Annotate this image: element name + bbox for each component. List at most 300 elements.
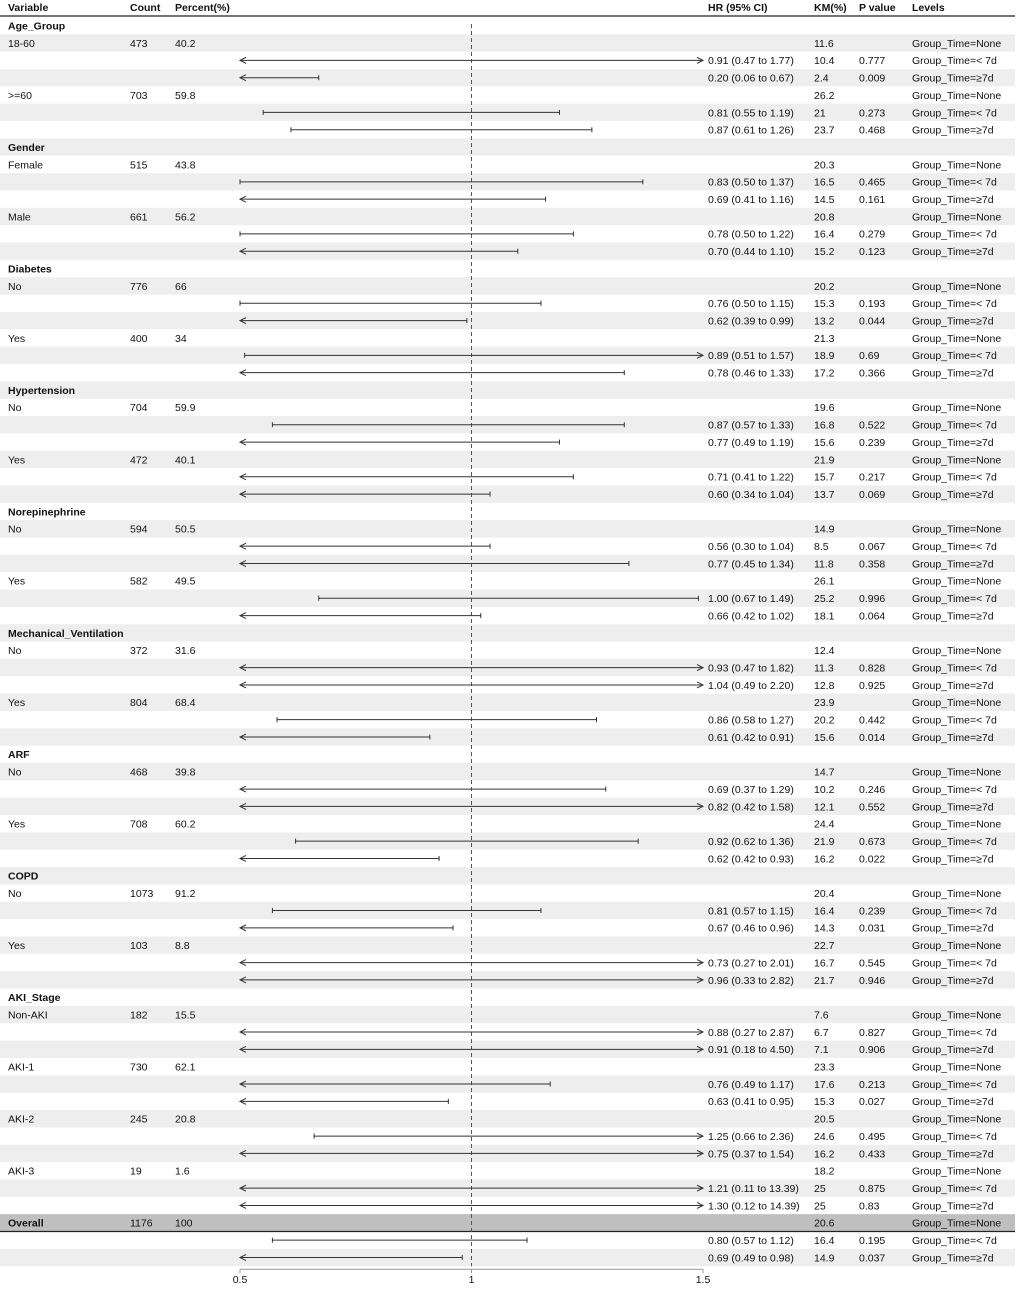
pvalue-cell: 0.067 bbox=[859, 541, 886, 553]
km-cell: 16.5 bbox=[814, 176, 835, 189]
subgroup-label: Non-AKI bbox=[8, 1009, 48, 1022]
row-stripe bbox=[0, 34, 1015, 51]
km-cell: 23.7 bbox=[814, 124, 835, 137]
table-row bbox=[8, 21, 65, 33]
km-cell: 10.2 bbox=[814, 783, 835, 796]
level-cell: Group_Time=≥7d bbox=[912, 922, 994, 935]
km-cell: 12.1 bbox=[814, 801, 835, 814]
table-row bbox=[708, 55, 997, 67]
table-row bbox=[708, 784, 997, 796]
km-cell: 16.7 bbox=[814, 957, 835, 970]
hr-ci-cell: 0.96 (0.33 to 2.82) bbox=[708, 974, 794, 987]
count-cell: 804 bbox=[130, 697, 148, 710]
hr-ci-cell: 0.69 (0.41 to 1.16) bbox=[708, 194, 794, 206]
subgroup-label: Yes bbox=[8, 818, 26, 831]
percent-cell: 20.8 bbox=[175, 1113, 196, 1126]
km-cell: 15.3 bbox=[814, 1096, 835, 1109]
variable-label: Hypertension bbox=[8, 384, 76, 397]
km-cell: 12.4 bbox=[814, 645, 835, 658]
table-row bbox=[708, 1131, 997, 1143]
hr-ci-cell: 0.93 (0.47 to 1.82) bbox=[708, 662, 794, 675]
level-cell: Group_Time=< 7d bbox=[912, 176, 997, 189]
count-cell: 468 bbox=[130, 766, 148, 779]
km-cell: 23.3 bbox=[814, 1061, 835, 1074]
level-cell: Group_Time=< 7d bbox=[912, 662, 997, 675]
km-cell: 23.9 bbox=[814, 697, 835, 710]
percent-cell: 15.5 bbox=[175, 1009, 196, 1022]
hr-ci-cell: 0.62 (0.39 to 0.99) bbox=[708, 315, 794, 328]
level-cell: Group_Time=< 7d bbox=[912, 298, 997, 311]
level-cell: Group_Time=None bbox=[912, 402, 1002, 415]
level-cell: Group_Time=None bbox=[912, 1061, 1002, 1074]
hr-ci-cell: 0.91 (0.47 to 1.77) bbox=[708, 55, 794, 68]
subgroup-label: AKI-1 bbox=[8, 1061, 35, 1074]
subgroup-label: 18-60 bbox=[8, 37, 35, 50]
pvalue-cell: 0.239 bbox=[859, 436, 886, 449]
level-cell: Group_Time=None bbox=[912, 37, 1002, 50]
level-cell: Group_Time=≥7d bbox=[912, 124, 994, 137]
level-cell: Group_Time=None bbox=[912, 645, 1002, 658]
subgroup-label: No bbox=[8, 645, 22, 658]
km-cell: 20.6 bbox=[814, 1217, 835, 1230]
pvalue-cell: 0.925 bbox=[859, 679, 886, 692]
hr-ci-cell: 0.78 (0.50 to 1.22) bbox=[708, 228, 794, 241]
level-cell: Group_Time=None bbox=[912, 818, 1002, 831]
hr-ci-cell: 1.04 (0.49 to 2.20) bbox=[708, 679, 794, 692]
km-cell: 26.2 bbox=[814, 89, 835, 102]
km-cell: 18.2 bbox=[814, 1165, 835, 1178]
subgroup-label: AKI-3 bbox=[8, 1165, 35, 1178]
level-cell: Group_Time=≥7d bbox=[912, 1096, 994, 1109]
header-hr: HR (95% CI) bbox=[708, 2, 768, 14]
km-cell: 16.4 bbox=[814, 905, 835, 918]
level-cell: Group_Time=< 7d bbox=[912, 541, 997, 553]
pvalue-cell: 0.027 bbox=[859, 1096, 886, 1109]
hr-ci-cell: 0.69 (0.49 to 0.98) bbox=[708, 1252, 794, 1265]
km-cell: 13.2 bbox=[814, 315, 835, 328]
hr-ci-cell: 0.56 (0.30 to 1.04) bbox=[708, 541, 794, 553]
km-cell: 20.3 bbox=[814, 159, 835, 172]
km-cell: 24.4 bbox=[814, 818, 835, 831]
level-cell: Group_Time=≥7d bbox=[912, 974, 994, 987]
pvalue-cell: 0.552 bbox=[859, 801, 886, 814]
pvalue-cell: 0.996 bbox=[859, 593, 886, 606]
level-cell: Group_Time=None bbox=[912, 888, 1002, 900]
count-cell: 730 bbox=[130, 1061, 148, 1074]
level-cell: Group_Time=< 7d bbox=[912, 228, 997, 241]
level-cell: Group_Time=None bbox=[912, 280, 1002, 293]
pvalue-cell: 0.193 bbox=[859, 298, 886, 311]
percent-cell: 59.8 bbox=[175, 89, 196, 102]
percent-cell: 31.6 bbox=[175, 645, 196, 658]
pvalue-cell: 0.161 bbox=[859, 194, 886, 206]
hr-ci-cell: 0.77 (0.45 to 1.34) bbox=[708, 558, 794, 571]
count-cell: 103 bbox=[130, 940, 148, 953]
subgroup-label: No bbox=[8, 523, 22, 536]
x-axis bbox=[233, 1269, 711, 1286]
table-row bbox=[8, 263, 52, 275]
percent-cell: 8.8 bbox=[175, 940, 190, 953]
count-cell: 1073 bbox=[130, 888, 154, 900]
hr-ci-cell: 0.77 (0.49 to 1.19) bbox=[708, 436, 794, 449]
table-row bbox=[8, 333, 1001, 345]
count-cell: 372 bbox=[130, 645, 148, 658]
km-cell: 18.9 bbox=[814, 350, 835, 363]
hr-ci-cell: 0.76 (0.49 to 1.17) bbox=[708, 1078, 794, 1091]
row-stripe bbox=[0, 138, 1015, 155]
km-cell: 14.3 bbox=[814, 922, 835, 935]
variable-label: Age_Group bbox=[8, 20, 66, 33]
hr-ci-cell: 1.00 (0.67 to 1.49) bbox=[708, 593, 794, 606]
km-cell: 20.8 bbox=[814, 211, 835, 224]
pvalue-cell: 0.495 bbox=[859, 1130, 886, 1143]
hr-ci-cell: 0.69 (0.37 to 1.29) bbox=[708, 783, 794, 796]
hr-ci-cell: 0.75 (0.37 to 1.54) bbox=[708, 1148, 794, 1161]
table-row bbox=[8, 749, 30, 761]
hr-ci-cell: 0.87 (0.57 to 1.33) bbox=[708, 419, 794, 432]
pvalue-cell: 0.468 bbox=[859, 124, 886, 137]
pvalue-cell: 0.031 bbox=[859, 922, 886, 935]
hr-ci-cell: 0.62 (0.42 to 0.93) bbox=[708, 853, 794, 866]
km-cell: 21.3 bbox=[814, 332, 835, 345]
km-cell: 15.6 bbox=[814, 731, 835, 744]
km-cell: 14.5 bbox=[814, 194, 835, 206]
hr-ci-cell: 0.71 (0.41 to 1.22) bbox=[708, 471, 794, 484]
pvalue-cell: 0.044 bbox=[859, 315, 886, 328]
level-cell: Group_Time=None bbox=[912, 332, 1002, 345]
hr-ci-cell: 0.82 (0.42 to 1.58) bbox=[708, 801, 794, 814]
pvalue-cell: 0.037 bbox=[859, 1252, 886, 1265]
level-cell: Group_Time=< 7d bbox=[912, 835, 997, 848]
count-cell: 704 bbox=[130, 402, 148, 415]
subgroup-label: Yes bbox=[8, 332, 26, 345]
count-cell: 1176 bbox=[130, 1217, 153, 1230]
pvalue-cell: 0.828 bbox=[859, 662, 886, 675]
table-row bbox=[708, 957, 997, 969]
count-cell: 515 bbox=[130, 159, 148, 172]
pvalue-cell: 0.433 bbox=[859, 1148, 886, 1161]
km-cell: 15.6 bbox=[814, 436, 835, 449]
table-row bbox=[708, 194, 994, 206]
pvalue-cell: 0.875 bbox=[859, 1182, 886, 1195]
pvalue-cell: 0.777 bbox=[859, 55, 886, 68]
level-cell: Group_Time=None bbox=[912, 1113, 1002, 1126]
pvalue-cell: 0.946 bbox=[859, 974, 886, 987]
level-cell: Group_Time=≥7d bbox=[912, 610, 994, 623]
table-row bbox=[8, 576, 1001, 588]
level-cell: Group_Time=< 7d bbox=[912, 783, 997, 796]
pvalue-cell: 0.442 bbox=[859, 714, 886, 727]
row-stripe bbox=[0, 694, 1015, 711]
subgroup-label: No bbox=[8, 888, 22, 900]
km-cell: 16.4 bbox=[814, 1235, 835, 1247]
level-cell: Group_Time=None bbox=[912, 575, 1002, 588]
pvalue-cell: 0.069 bbox=[859, 488, 886, 501]
row-stripe bbox=[0, 1006, 1015, 1023]
km-cell: 16.8 bbox=[814, 419, 835, 432]
table-row bbox=[8, 888, 1001, 900]
km-cell: 22.7 bbox=[814, 940, 835, 953]
table-row bbox=[8, 1166, 1001, 1178]
row-stripe bbox=[0, 867, 1015, 884]
level-cell: Group_Time=None bbox=[912, 1217, 1002, 1230]
level-cell: Group_Time=< 7d bbox=[912, 905, 997, 918]
count-cell: 708 bbox=[130, 818, 148, 831]
row-stripe bbox=[0, 624, 1015, 641]
km-cell: 20.4 bbox=[814, 888, 835, 900]
km-cell: 7.6 bbox=[814, 1009, 829, 1022]
km-cell: 17.2 bbox=[814, 367, 835, 380]
pvalue-cell: 0.906 bbox=[859, 1044, 886, 1057]
level-cell: Group_Time=< 7d bbox=[912, 1078, 997, 1091]
table-row bbox=[708, 472, 997, 484]
subgroup-label: No bbox=[8, 280, 22, 293]
level-cell: Group_Time=None bbox=[912, 940, 1002, 953]
km-cell: 8.5 bbox=[814, 541, 829, 553]
level-cell: Group_Time=None bbox=[912, 523, 1002, 536]
variable-label: COPD bbox=[8, 870, 39, 883]
percent-cell: 62.1 bbox=[175, 1061, 196, 1074]
table-row bbox=[8, 1062, 1001, 1074]
percent-cell: 100 bbox=[175, 1217, 193, 1230]
count-cell: 400 bbox=[130, 332, 148, 345]
percent-cell: 1.6 bbox=[175, 1165, 190, 1178]
percent-cell: 91.2 bbox=[175, 888, 196, 900]
km-cell: 26.1 bbox=[814, 575, 835, 588]
km-cell: 11.3 bbox=[814, 662, 834, 675]
km-cell: 13.7 bbox=[814, 488, 835, 501]
level-cell: Group_Time=≥7d bbox=[912, 853, 994, 866]
header-variable: Variable bbox=[8, 2, 49, 14]
km-cell: 20.2 bbox=[814, 714, 835, 727]
level-cell: Group_Time=≥7d bbox=[912, 1200, 994, 1213]
pvalue-cell: 0.827 bbox=[859, 1026, 886, 1039]
hr-ci-cell: 0.60 (0.34 to 1.04) bbox=[708, 488, 794, 501]
level-cell: Group_Time=< 7d bbox=[912, 1182, 997, 1195]
km-cell: 24.6 bbox=[814, 1130, 835, 1143]
variable-label: Norepinephrine bbox=[8, 506, 86, 519]
percent-cell: 34 bbox=[175, 332, 187, 345]
hr-ci-cell: 0.88 (0.27 to 2.87) bbox=[708, 1026, 794, 1039]
level-cell: Group_Time=≥7d bbox=[912, 558, 994, 571]
count-cell: 472 bbox=[130, 454, 148, 467]
hr-ci-cell: 0.89 (0.51 to 1.57) bbox=[708, 350, 794, 363]
level-cell: Group_Time=None bbox=[912, 697, 1002, 710]
count-cell: 182 bbox=[130, 1009, 148, 1022]
level-cell: Group_Time=< 7d bbox=[912, 1026, 997, 1039]
hr-ci-cell: 0.78 (0.46 to 1.33) bbox=[708, 367, 794, 380]
row-stripe bbox=[0, 277, 1015, 294]
variable-label: Diabetes bbox=[8, 263, 52, 276]
table-row bbox=[708, 125, 994, 137]
km-cell: 14.9 bbox=[814, 1252, 835, 1265]
pvalue-cell: 0.545 bbox=[859, 957, 886, 970]
pvalue-cell: 0.217 bbox=[859, 471, 886, 484]
hr-ci-cell: 0.67 (0.46 to 0.96) bbox=[708, 922, 794, 935]
pvalue-cell: 0.246 bbox=[859, 783, 886, 796]
pvalue-cell: 0.465 bbox=[859, 176, 886, 189]
hr-ci-cell: 0.76 (0.50 to 1.15) bbox=[708, 298, 794, 311]
row-stripe bbox=[0, 1110, 1015, 1127]
level-cell: Group_Time=None bbox=[912, 1165, 1002, 1178]
x-tick-label: 1.5 bbox=[695, 1274, 711, 1287]
header-levels: Levels bbox=[912, 2, 945, 14]
level-cell: Group_Time=≥7d bbox=[912, 488, 994, 501]
km-cell: 17.6 bbox=[814, 1078, 835, 1091]
pvalue-cell: 0.064 bbox=[859, 610, 886, 623]
row-stripe bbox=[0, 208, 1015, 225]
percent-cell: 50.5 bbox=[175, 523, 196, 536]
level-cell: Group_Time=< 7d bbox=[912, 957, 997, 970]
subgroup-label: Yes bbox=[8, 454, 26, 467]
pvalue-cell: 0.273 bbox=[859, 107, 886, 120]
hr-ci-cell: 0.92 (0.62 to 1.36) bbox=[708, 835, 794, 848]
hr-ci-cell: 0.87 (0.61 to 1.26) bbox=[708, 124, 794, 137]
km-cell: 21.9 bbox=[814, 454, 835, 467]
hr-ci-cell: 0.66 (0.42 to 1.02) bbox=[708, 610, 794, 623]
km-cell: 15.7 bbox=[814, 471, 835, 484]
km-cell: 20.2 bbox=[814, 280, 835, 293]
table-row bbox=[8, 871, 39, 883]
km-cell: 25 bbox=[814, 1200, 826, 1213]
pvalue-cell: 0.522 bbox=[859, 419, 886, 432]
km-cell: 14.9 bbox=[814, 523, 835, 536]
percent-cell: 66 bbox=[175, 280, 187, 293]
pvalue-cell: 0.014 bbox=[859, 731, 886, 744]
level-cell: Group_Time=< 7d bbox=[912, 1130, 997, 1143]
pvalue-cell: 0.366 bbox=[859, 367, 886, 380]
level-cell: Group_Time=≥7d bbox=[912, 731, 994, 744]
count-cell: 473 bbox=[130, 37, 148, 50]
hr-ci-cell: 0.70 (0.44 to 1.10) bbox=[708, 246, 794, 259]
table-row bbox=[8, 645, 1001, 657]
row-stripe bbox=[0, 520, 1015, 537]
header-percent: Percent(%) bbox=[175, 2, 230, 14]
count-cell: 703 bbox=[130, 89, 148, 102]
km-cell: 16.2 bbox=[814, 853, 835, 866]
count-cell: 19 bbox=[130, 1165, 142, 1178]
subgroup-label: Yes bbox=[8, 697, 26, 710]
table-row bbox=[708, 541, 997, 553]
km-cell: 20.5 bbox=[814, 1113, 835, 1126]
km-cell: 21 bbox=[814, 107, 826, 120]
level-cell: Group_Time=< 7d bbox=[912, 419, 997, 432]
header-pvalue: P value bbox=[859, 2, 896, 14]
km-cell: 16.2 bbox=[814, 1148, 835, 1161]
pvalue-cell: 0.022 bbox=[859, 853, 886, 866]
hr-ci-cell: 0.91 (0.18 to 4.50) bbox=[708, 1044, 794, 1057]
percent-cell: 39.8 bbox=[175, 766, 196, 779]
pvalue-cell: 0.213 bbox=[859, 1078, 886, 1091]
hr-ci-cell: 0.61 (0.42 to 0.91) bbox=[708, 731, 794, 744]
table-row bbox=[8, 90, 1001, 102]
row-stripe bbox=[0, 451, 1015, 468]
percent-cell: 40.2 bbox=[175, 37, 196, 50]
km-cell: 21.7 bbox=[814, 974, 835, 987]
table-row bbox=[8, 159, 1001, 171]
variable-label: Mechanical_Ventilation bbox=[8, 627, 124, 640]
count-cell: 594 bbox=[130, 523, 148, 536]
count-cell: 582 bbox=[130, 575, 148, 588]
km-cell: 10.4 bbox=[814, 55, 835, 68]
level-cell: Group_Time=None bbox=[912, 766, 1002, 779]
level-cell: Group_Time=≥7d bbox=[912, 1044, 994, 1057]
count-cell: 245 bbox=[130, 1113, 148, 1126]
hr-ci-cell: 0.20 (0.06 to 0.67) bbox=[708, 72, 794, 85]
table-row bbox=[708, 1027, 997, 1039]
table-row bbox=[8, 142, 45, 154]
km-cell: 11.6 bbox=[814, 37, 834, 50]
hr-ci-cell: 1.25 (0.66 to 2.36) bbox=[708, 1130, 794, 1143]
level-cell: Group_Time=≥7d bbox=[912, 679, 994, 692]
variable-label: Gender bbox=[8, 141, 45, 154]
header-km: KM(%) bbox=[814, 2, 847, 14]
pvalue-cell: 0.83 bbox=[859, 1200, 880, 1213]
level-cell: Group_Time=< 7d bbox=[912, 1235, 997, 1247]
level-cell: Group_Time=< 7d bbox=[912, 107, 997, 120]
km-cell: 21.9 bbox=[814, 835, 835, 848]
hr-ci-cell: 0.63 (0.41 to 0.95) bbox=[708, 1096, 794, 1109]
pvalue-cell: 0.123 bbox=[859, 246, 886, 259]
level-cell: Group_Time=None bbox=[912, 159, 1002, 172]
variable-label: ARF bbox=[8, 749, 30, 762]
hr-ci-cell: 0.73 (0.27 to 2.01) bbox=[708, 957, 794, 970]
table-row bbox=[708, 368, 994, 380]
subgroup-label: Yes bbox=[8, 940, 26, 953]
level-cell: Group_Time=≥7d bbox=[912, 194, 994, 206]
km-cell: 12.8 bbox=[814, 679, 835, 692]
count-cell: 661 bbox=[130, 211, 148, 224]
subgroup-label: Overall bbox=[8, 1217, 44, 1230]
pvalue-cell: 0.009 bbox=[859, 72, 886, 85]
km-cell: 25 bbox=[814, 1182, 826, 1195]
pvalue-cell: 0.673 bbox=[859, 835, 886, 848]
level-cell: Group_Time=≥7d bbox=[912, 436, 994, 449]
pvalue-cell: 0.69 bbox=[859, 350, 880, 363]
level-cell: Group_Time=≥7d bbox=[912, 72, 994, 85]
row-stripe bbox=[0, 937, 1015, 954]
level-cell: Group_Time=< 7d bbox=[912, 55, 997, 68]
percent-cell: 43.8 bbox=[175, 159, 196, 172]
header bbox=[8, 2, 945, 14]
pvalue-cell: 0.239 bbox=[859, 905, 886, 918]
subgroup-label: Male bbox=[8, 211, 31, 224]
percent-cell: 49.5 bbox=[175, 575, 196, 588]
km-cell: 2.4 bbox=[814, 72, 829, 85]
km-cell: 11.8 bbox=[814, 558, 834, 571]
table-row bbox=[708, 715, 997, 727]
table-row bbox=[8, 402, 1001, 414]
table-row bbox=[8, 992, 61, 1004]
table-row bbox=[8, 819, 1001, 831]
km-cell: 14.7 bbox=[814, 766, 835, 779]
km-cell: 16.4 bbox=[814, 228, 835, 241]
level-cell: Group_Time=None bbox=[912, 454, 1002, 467]
table-row bbox=[708, 1096, 994, 1108]
row-stripe bbox=[0, 381, 1015, 398]
subgroup-label: AKI-2 bbox=[8, 1113, 35, 1126]
percent-cell: 68.4 bbox=[175, 697, 196, 710]
hr-ci-cell: 1.30 (0.12 to 14.39) bbox=[708, 1200, 800, 1213]
count-cell: 776 bbox=[130, 280, 148, 293]
level-cell: Group_Time=None bbox=[912, 211, 1002, 224]
level-cell: Group_Time=≥7d bbox=[912, 1252, 994, 1265]
level-cell: Group_Time=None bbox=[912, 89, 1002, 102]
table-row bbox=[708, 437, 994, 449]
subgroup-label: No bbox=[8, 766, 22, 779]
table-row bbox=[708, 610, 994, 622]
subgroup-label: >=60 bbox=[8, 89, 32, 102]
